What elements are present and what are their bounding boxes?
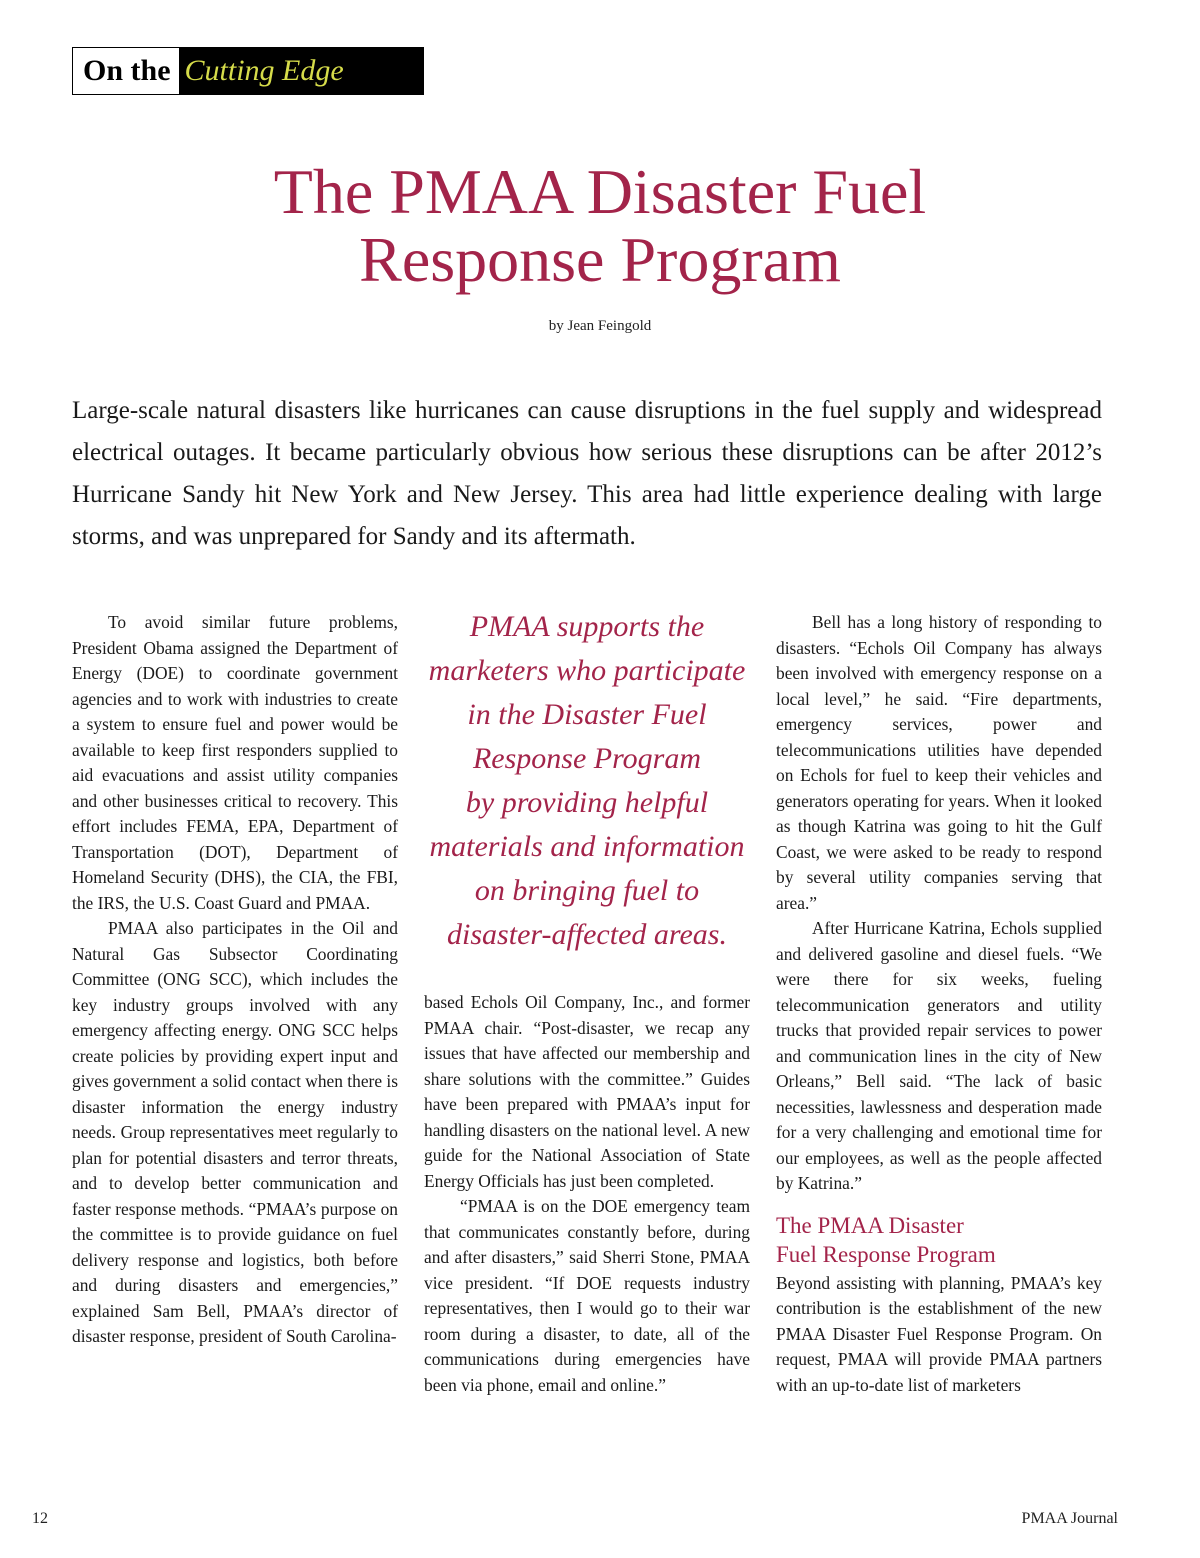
column-3-paragraph-2: After Hurricane Katrina, Echols supplied and delivered gasoline and diesel fuels. “We were there for six weeks, fueling telecommunication generators and utility trucks that provided repair services to power and communication lines in the city of New Orleans,” Bell said. “The lack of basic necessities, lawlessness and desperation made for a very challenging and emotional time for our employees, as well as the people affected by Katrina.” [776,918,1102,1193]
byline: by Jean Feingold [548,318,652,334]
pull-quote-line-1: PMAA supports the [469,610,705,643]
column-1-paragraph-1: To avoid similar future problems, President Obama assigned the Department of Energy (DOE) to coordinate government agencies and to work with industries to create a system to ensure fuel and power would be available to keep first responders supplied to aid evacuations and assist utility companies and other businesses critical to recovery. This effort includes FEMA, EPA, Department of Transportation (DOT), Department of Homeland Security (DHS), the CIA, the FBI, the IRS, the U.S. Coast Guard and PMAA. [72,612,398,913]
kicker-section-name: Cutting Edge [179,48,423,94]
subhead-line-2: Fuel Response Program [776,1241,996,1267]
column-3 [776,610,1102,1398]
column-3-paragraph-3: Beyond assisting with planning, PMAA’s key contribution is the establishment of the new PMAA Disaster Fuel Response Program. On request, PMAA will provide PMAA partners with an up-to-date list of marketers [776,1272,1102,1395]
title-line-2: Response Program [359,224,841,295]
intro-paragraph: Large-scale natural disasters like hurricanes can cause disruptions in the fuel supply and widespread electrical outages. It became particularly obvious how serious these disruptions can be after 2012’s Hurricane Sandy hit New York and New Jersey. This area had little experience dealing with large storms, and was unprepared for Sandy and its aftermath. [72,397,1102,550]
section-kicker [72,47,424,95]
kicker-prefix: On the [73,48,179,94]
column-3-paragraph-1: Bell has a long history of responding to disasters. “Echols Oil Company has always been involved with emergency response on a local level,” he said. “Fire departments, emergency services, power and telecommunications utilities have depended on Echols for fuel to keep their vehicles and generators operating for years. When it looked as though Katrina was going to hit the Gulf Coast, we were asked to be ready to respond by several utility companies serving that area.” [776,612,1102,913]
title-line-1: The PMAA Disaster Fuel [273,156,927,227]
pull-quote-line-7: on bringing fuel to [474,874,700,907]
page-number: 12 [32,1510,48,1527]
column-2 [424,990,750,1398]
pull-quote-line-3: in the Disaster Fuel [467,698,707,731]
pull-quote-line-2: marketers who participate [428,654,746,687]
section-subhead [776,1211,1102,1269]
pull-quote-line-5: by providing helpful [465,786,709,819]
pull-quote-line-8: disaster-affected areas. [447,918,727,951]
pull-quote [418,605,756,957]
publication-name: PMAA Journal [1021,1510,1118,1527]
pull-quote-line-4: Response Program [472,742,702,775]
column-2-paragraph-2: “PMAA is on the DOE emergency team that communicates constantly before, during and after disasters,” said Sherri Stone, PMAA vice president. “If DOE requests industry representatives, then I would go to their war room during a disaster, to date, all of the communications during emergencies have been via phone, email and online.” [424,1196,750,1395]
column-1 [72,610,398,1350]
column-2-paragraph-1: based Echols Oil Company, Inc., and former PMAA chair. “Post-disaster, we recap any issues that have affected our membership and share solutions with the committee.” Guides have been prepared with PMAA’s input for handling disasters on the national level. A new guide for the National Association of State Energy Officials has just been completed. [424,992,750,1191]
pull-quote-line-6: materials and information [429,830,745,863]
column-1-paragraph-2: PMAA also participates in the Oil and Natural Gas Subsector Coordinating Committee (ONG SCC), which includes the key industry groups involved with any emergency affecting energy. ONG SCC helps create policies by providing expert input and gives government a solid contact when there is disaster information the energy industry needs. Group representatives meet regularly to plan for potential disasters and terror threats, and to develop better communication and faster response methods. “PMAA’s purpose on the committee is to provide guidance on fuel delivery response and logistics, both before and during disasters and emergencies,” explained Sam Bell, PMAA’s director of disaster response, president of South Carolina- [72,918,398,1346]
subhead-line-1: The PMAA Disaster [776,1212,964,1238]
article-title [0,158,1200,294]
